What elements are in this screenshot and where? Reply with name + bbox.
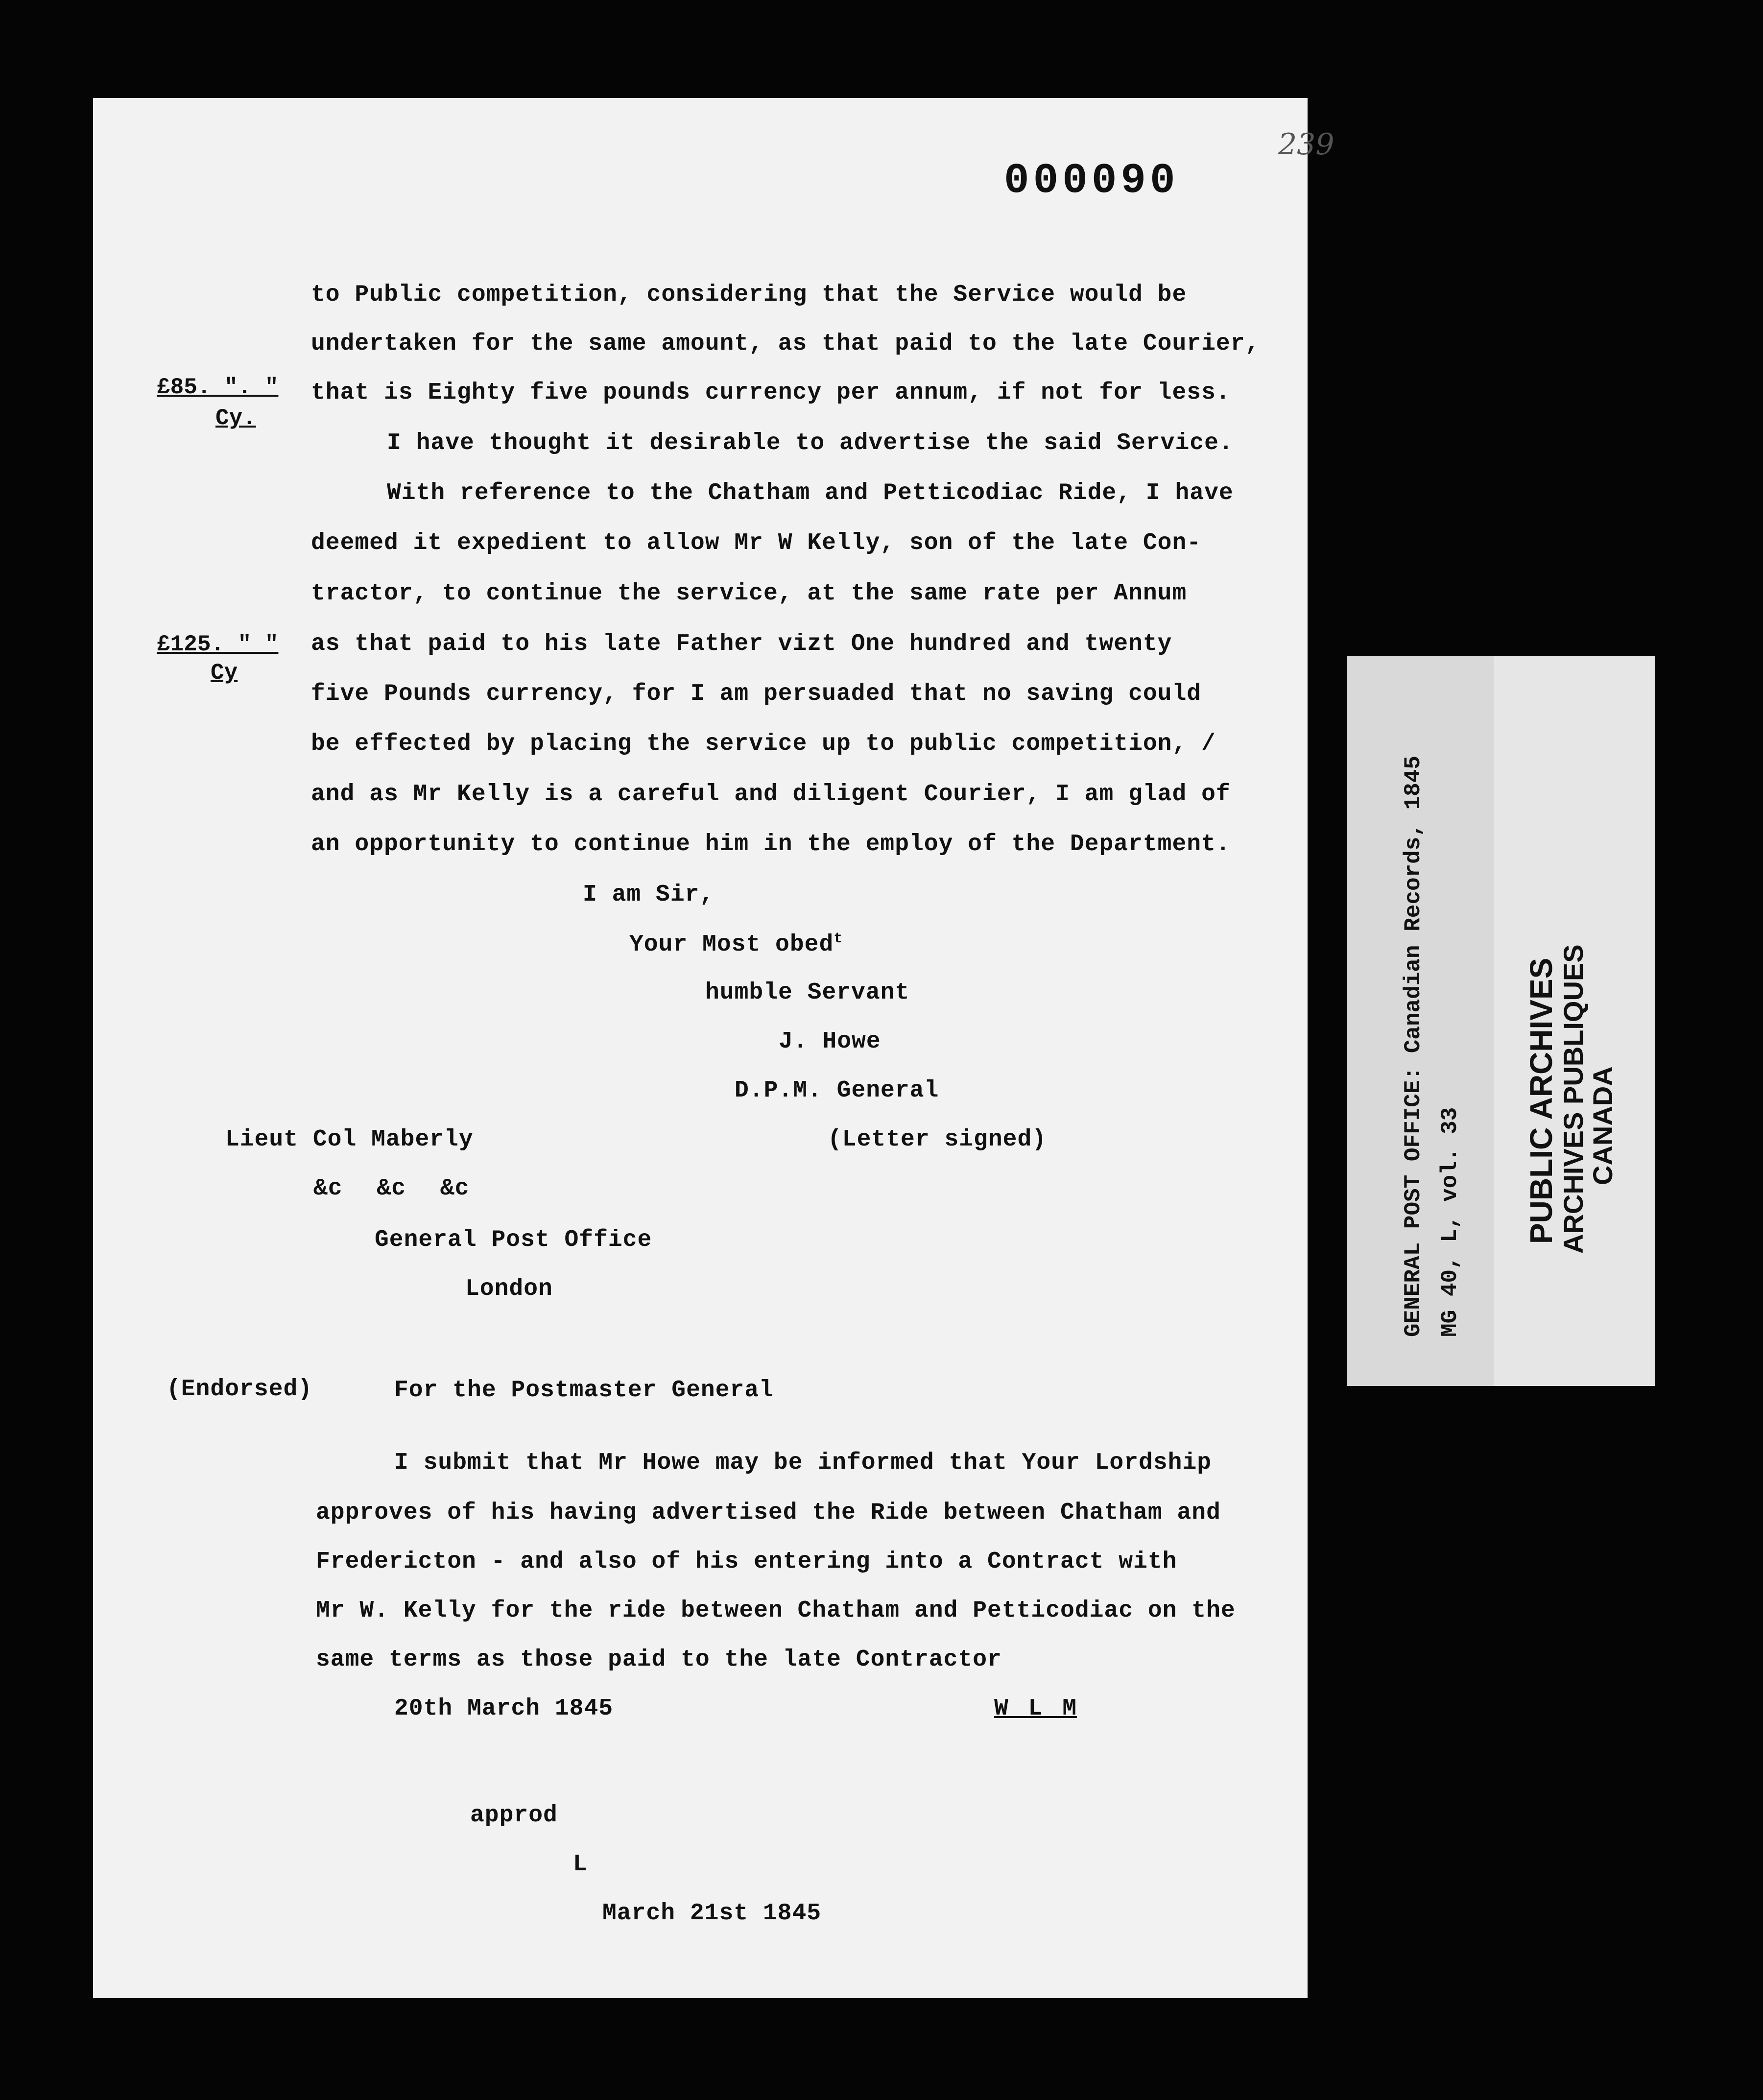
margin-note-unit-2: Cy: [211, 660, 238, 686]
body-line: that is Eighty five pounds currency per annum, if not for less.: [311, 380, 1231, 406]
archive-label-line: ARCHIVES PUBLIQUES: [1558, 944, 1589, 1254]
endorsement-initials: W L M: [994, 1695, 1077, 1722]
endorsement-date: 20th March 1845: [394, 1695, 614, 1722]
letter-signed-note: (Letter signed): [828, 1126, 1047, 1153]
closing-line-text: Your Most obed: [629, 931, 834, 958]
document-page: [93, 98, 1334, 1998]
body-line: to Public competition, considering that the Service would be: [311, 282, 1187, 308]
archive-label-line: CANADA: [1587, 1066, 1618, 1185]
body-line: as that paid to his late Father vizt One hundred and twenty: [311, 631, 1172, 657]
addressee-office: General Post Office: [375, 1227, 652, 1253]
addressee-etc: &c &c &c: [313, 1175, 470, 1202]
margin-note-amount-1: £85. ". ": [157, 375, 279, 400]
endorsement-line: I submit that Mr Howe may be informed that Your Lordship: [394, 1450, 1212, 1476]
signer-title: D.P.M. General: [735, 1077, 939, 1104]
body-line: undertaken for the same amount, as that paid to the late Courier,: [311, 331, 1260, 357]
closing-line: I am Sir,: [583, 882, 715, 908]
closing-line-superscript: t: [834, 931, 843, 947]
addressee-name: Lieut Col Maberly: [225, 1126, 474, 1153]
endorsement-label: (Endorsed): [167, 1376, 313, 1403]
folio-mark: 239: [1278, 127, 1334, 162]
margin-note-unit-1: Cy.: [215, 406, 256, 431]
margin-note-amount-2: £125. " ": [157, 632, 279, 657]
approval-initial: L: [573, 1851, 588, 1878]
approval-note: approd: [470, 1802, 558, 1829]
body-line: five Pounds currency, for I am persuaded that no saving could: [311, 681, 1202, 707]
archive-label-line: MG 40, L, vol. 33: [1437, 1107, 1463, 1337]
endorsement-line: Mr W. Kelly for the ride between Chatham and Petticodiac on the: [316, 1598, 1236, 1624]
addressee-city: London: [465, 1276, 553, 1302]
signature: J. Howe: [779, 1028, 881, 1055]
endorsement-line: Fredericton - and also of his entering into a Contract with: [316, 1549, 1177, 1575]
body-line: With reference to the Chatham and Petticodiac Ride, I have: [387, 480, 1234, 506]
archive-label-line: PUBLIC ARCHIVES: [1524, 957, 1559, 1244]
endorsement-line: same terms as those paid to the late Contractor: [316, 1647, 1002, 1673]
body-line: an opportunity to continue him in the employ of the Department.: [311, 831, 1231, 858]
body-line: tractor, to continue the service, at the same rate per Annum: [311, 580, 1187, 607]
closing-line: [629, 931, 843, 958]
body-line: and as Mr Kelly is a careful and diligent Courier, I am glad of: [311, 781, 1231, 808]
body-line: deemed it expedient to allow Mr W Kelly, son of the late Con-: [311, 530, 1202, 556]
closing-line: humble Servant: [705, 979, 910, 1006]
body-line: I have thought it desirable to advertise the said Service.: [387, 430, 1234, 456]
endorsement-heading: For the Postmaster General: [394, 1377, 774, 1404]
stamp-number: 000090: [1004, 157, 1179, 205]
archive-label-line: GENERAL POST OFFICE: Canadian Records, 1845: [1401, 756, 1426, 1337]
body-line: be effected by placing the service up to public competition, /: [311, 731, 1216, 757]
endorsement-line: approves of his having advertised the Ride between Chatham and: [316, 1500, 1221, 1526]
approval-date: March 21st 1845: [602, 1900, 822, 1927]
